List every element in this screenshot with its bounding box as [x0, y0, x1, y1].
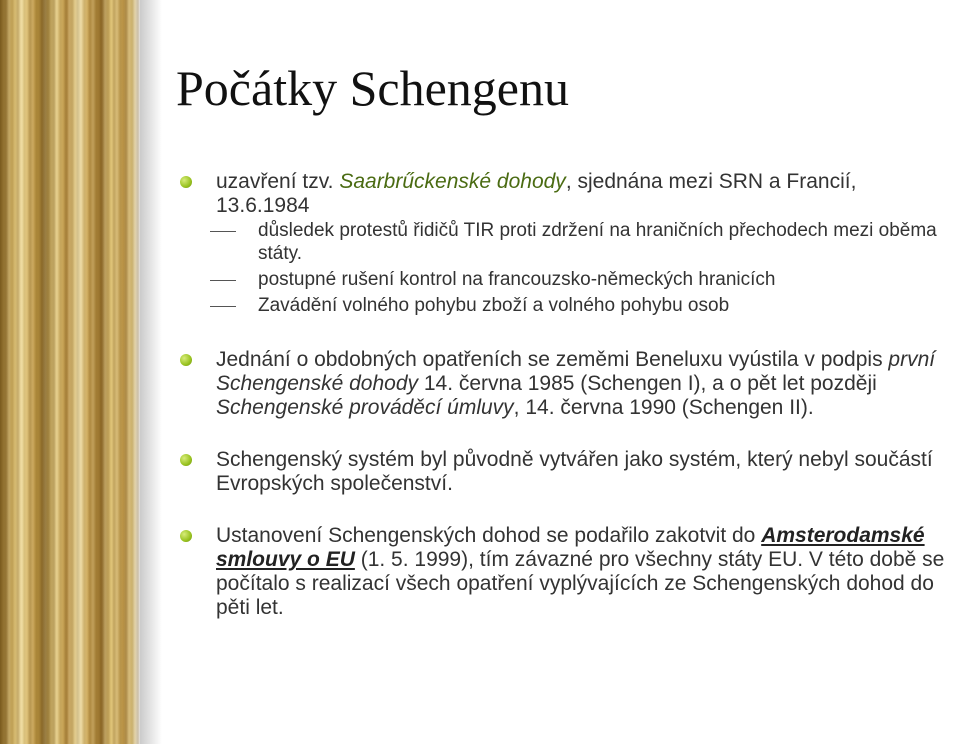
- green-bullet-icon: [180, 354, 192, 366]
- sub-bullet-text: důsledek protestů řidičů TIR proti zdržení na hraničních přechodech mezi oběma státy.: [258, 220, 937, 264]
- bullet-text: , 14. června 1990 (Schengen II).: [513, 396, 814, 419]
- bullet-text: uzavření tzv.: [216, 170, 340, 193]
- slide-content: [180, 170, 955, 620]
- bullet-text: Jednání o obdobných opatřeních se zeměmi Beneluxu vyústila v podpis: [216, 348, 889, 371]
- bullet-amsterdam: [180, 524, 955, 620]
- dash-icon: [210, 231, 236, 232]
- sub-bullet-controls: [180, 268, 955, 291]
- bullet-benelux: [180, 348, 955, 420]
- dash-icon: [210, 280, 236, 281]
- green-bullet-icon: [180, 454, 192, 466]
- bullet-saarbrucken: [180, 170, 955, 218]
- bullet-italic-text: první Schengenské dohody: [216, 348, 936, 395]
- decorative-gold-band: [0, 0, 140, 744]
- bullet-text: , sjednána mezi SRN a Francií, 13.6.1984: [216, 170, 857, 217]
- bullet-schengen-system: [180, 448, 955, 496]
- slide-title: Počátky Schengenu: [176, 60, 569, 116]
- sub-bullet-text: postupné rušení kontrol na francouzsko-německých hranicích: [258, 269, 776, 290]
- bullet-bold-text: Amsterodamské smlouvy o EU: [216, 524, 925, 571]
- bullet-text: 14. června 1985 (Schengen I), a o pět let později: [418, 372, 877, 395]
- bullet-text: Ustanovení Schengenských dohod se podařilo zakotvit do: [216, 524, 762, 547]
- bullet-text: (1. 5. 1999), tím závazné pro všechny státy EU. V této době se počítalo s realizací všech opatření vyplývajících ze Schengenských dohod do pěti let.: [216, 548, 945, 619]
- bullet-italic-text: Saarbrűckenské dohody: [339, 170, 566, 193]
- green-bullet-icon: [180, 176, 192, 188]
- bullet-italic-text: Schengenské prováděcí úmluvy: [216, 396, 514, 419]
- green-bullet-icon: [180, 530, 192, 542]
- sub-bullet-free-movement: [180, 294, 955, 317]
- dash-icon: [210, 306, 236, 307]
- bullet-text: Schengenský systém byl původně vytvářen jako systém, který nebyl součástí Evropských společenství.: [216, 448, 933, 495]
- sub-bullet-protests: [180, 219, 955, 265]
- sub-bullet-text: Zavádění volného pohybu zboží a volného pohybu osob: [258, 295, 730, 316]
